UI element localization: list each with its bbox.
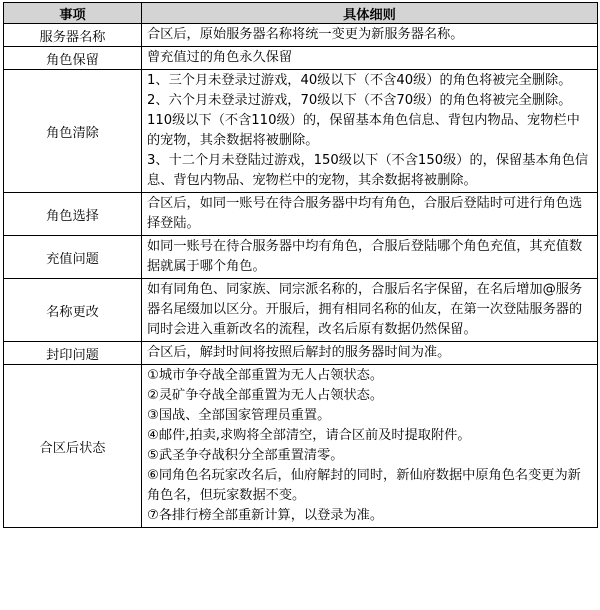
row-item-label: 封印问题 <box>4 342 142 365</box>
table-row <box>4 279 598 342</box>
detail-text: ①城市争夺战全部重置为无人占领状态。 <box>147 368 384 383</box>
detail-text: ③国战、全部国家管理员重置。 <box>147 408 331 423</box>
row-details <box>142 236 598 279</box>
row-details <box>142 279 598 342</box>
detail-text: 合区后，原始服务器名称将统一变更为新服务器名称。 <box>147 27 464 42</box>
row-item-label: 服务器名称 <box>4 24 142 47</box>
table-header-row <box>4 3 598 24</box>
row-item-label: 角色清除 <box>4 70 142 193</box>
table-row <box>4 193 598 236</box>
detail-text: 如同一账号在待合服务器中均有角色，合服后登陆哪个角色充值，其充值数据就属于哪个角色。 <box>147 239 583 274</box>
detail-text: 如有同角色、同家族、同宗派名称的，合服后名字保留，在名后增加@服务器名尾缀加以区分。开服后，拥有相同名称的仙友，在第一次登陆服务器的同时会进入重新改名的流程，改名后原有数据仍然保留。 <box>147 282 583 337</box>
detail-text: ④邮件,拍卖,求购将全部清空，请合区前及时提取附件。 <box>147 428 471 443</box>
detail-text: 3、十二个月未登陆过游戏，150级以下（不含150级）的，保留基本角色信息、背包内物品、宠物栏中的宠物，其余数据将被删除。 <box>147 153 589 188</box>
row-item-label: 名称更改 <box>4 279 142 342</box>
row-item-label: 合区后状态 <box>4 365 142 528</box>
detail-text: ②灵矿争夺战全部重置为无人占领状态。 <box>147 388 384 403</box>
row-details <box>142 193 598 236</box>
detail-text: ⑥同角色名玩家改名后，仙府解封的同时，新仙府数据中原角色名变更为新角色名，但玩家数据不变。 <box>147 468 581 503</box>
row-details <box>142 70 598 193</box>
table-row <box>4 47 598 70</box>
detail-text: 1、三个月未登录过游戏，40级以下（不含40级）的角色将被完全删除。 <box>147 73 572 88</box>
detail-text: 合区后，如同一账号在待合服务器中均有角色，合服后登陆时可进行角色选择登陆。 <box>147 196 583 231</box>
row-details <box>142 47 598 70</box>
row-item-label: 充值问题 <box>4 236 142 279</box>
detail-text: 2、六个月未登录过游戏，70级以下（不含70级）的角色将被完全删除。110级以下（不含110级）的，保留基本角色信息、背包内物品、宠物栏中的宠物，其余数据将被删除。 <box>147 93 580 148</box>
detail-text: ⑤武圣争夺战积分全部重置清零。 <box>147 448 344 463</box>
detail-text: 曾充值过的角色永久保留 <box>147 50 293 65</box>
row-details <box>142 365 598 528</box>
row-item-label: 角色保留 <box>4 47 142 70</box>
header-item: 事项 <box>4 3 142 24</box>
table-row <box>4 24 598 47</box>
table-row <box>4 365 598 528</box>
row-details <box>142 24 598 47</box>
table-row <box>4 342 598 365</box>
table-row <box>4 236 598 279</box>
detail-text: ⑦各排行榜全部重新计算，以登录为准。 <box>147 508 384 523</box>
table-row <box>4 70 598 193</box>
server-merge-rules-table <box>3 2 598 528</box>
detail-text: 合区后，解封时间将按照后解封的服务器时间为准。 <box>147 345 451 360</box>
row-item-label: 角色选择 <box>4 193 142 236</box>
header-details: 具体细则 <box>142 3 598 24</box>
row-details <box>142 342 598 365</box>
